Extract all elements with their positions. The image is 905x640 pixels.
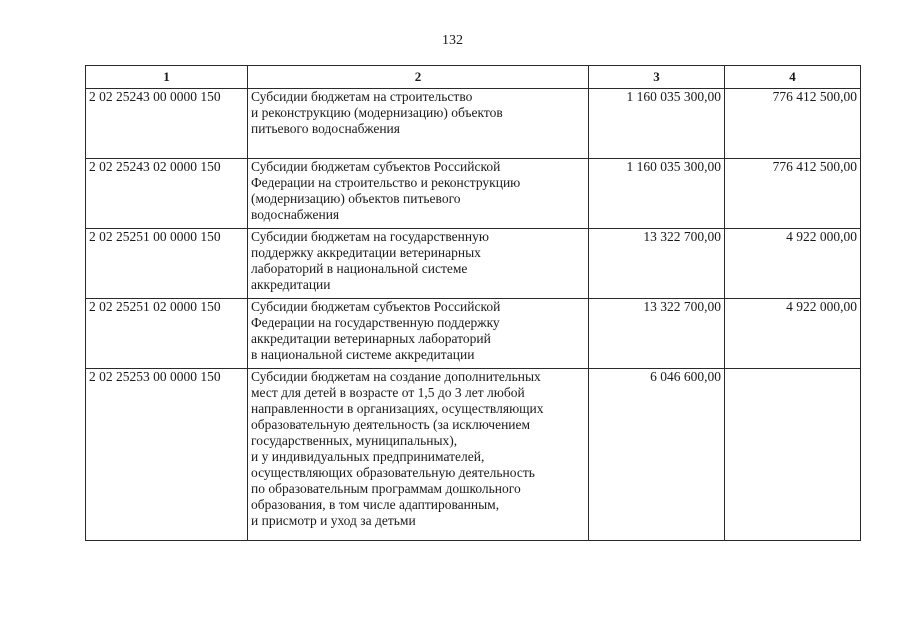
income-code: 2 02 25251 00 0000 150	[86, 229, 248, 299]
budget-table	[85, 65, 861, 541]
income-code: 2 02 25253 00 0000 150	[86, 369, 248, 541]
income-description: Субсидии бюджетам субъектов Российской Федерации на государственную поддержку аккредитации ветеринарных лабораторий в национальной системе аккредитации	[248, 299, 589, 369]
amount-column-4	[725, 369, 861, 541]
table-row	[86, 229, 861, 299]
amount-column-3: 1 160 035 300,00	[589, 89, 725, 159]
amount-column-4: 776 412 500,00	[725, 89, 861, 159]
column-header-2: 2	[248, 66, 589, 89]
amount-column-4: 776 412 500,00	[725, 159, 861, 229]
amount-column-3: 13 322 700,00	[589, 229, 725, 299]
amount-column-3: 6 046 600,00	[589, 369, 725, 541]
income-description: Субсидии бюджетам на строительство и реконструкцию (модернизацию) объектов питьевого водоснабжения	[248, 89, 589, 159]
table-header-row	[86, 66, 861, 89]
income-description: Субсидии бюджетам на государственную поддержку аккредитации ветеринарных лабораторий в национальной системе аккредитации	[248, 229, 589, 299]
income-code: 2 02 25251 02 0000 150	[86, 299, 248, 369]
table-row	[86, 89, 861, 159]
table-row	[86, 159, 861, 229]
amount-column-4: 4 922 000,00	[725, 299, 861, 369]
amount-column-4: 4 922 000,00	[725, 229, 861, 299]
column-header-3: 3	[589, 66, 725, 89]
income-code: 2 02 25243 00 0000 150	[86, 89, 248, 159]
table-row	[86, 369, 861, 541]
column-header-1: 1	[86, 66, 248, 89]
page-number: 132	[442, 33, 463, 48]
amount-column-3: 13 322 700,00	[589, 299, 725, 369]
income-code: 2 02 25243 02 0000 150	[86, 159, 248, 229]
income-description: Субсидии бюджетам на создание дополнительных мест для детей в возрасте от 1,5 до 3 лет любой направленности в организациях, осуществляющих образовательную деятельность (за исключением государственных, муниципальных), и у индивидуальных предпринимателей, осуществляющих образовательную деятельность по образовательным программам дошкольного образования, в том числе адаптированным, и присмотр и уход за детьми	[248, 369, 589, 541]
income-description: Субсидии бюджетам субъектов Российской Федерации на строительство и реконструкцию (модернизацию) объектов питьевого водоснабжения	[248, 159, 589, 229]
column-header-4: 4	[725, 66, 861, 89]
amount-column-3: 1 160 035 300,00	[589, 159, 725, 229]
table-row	[86, 299, 861, 369]
